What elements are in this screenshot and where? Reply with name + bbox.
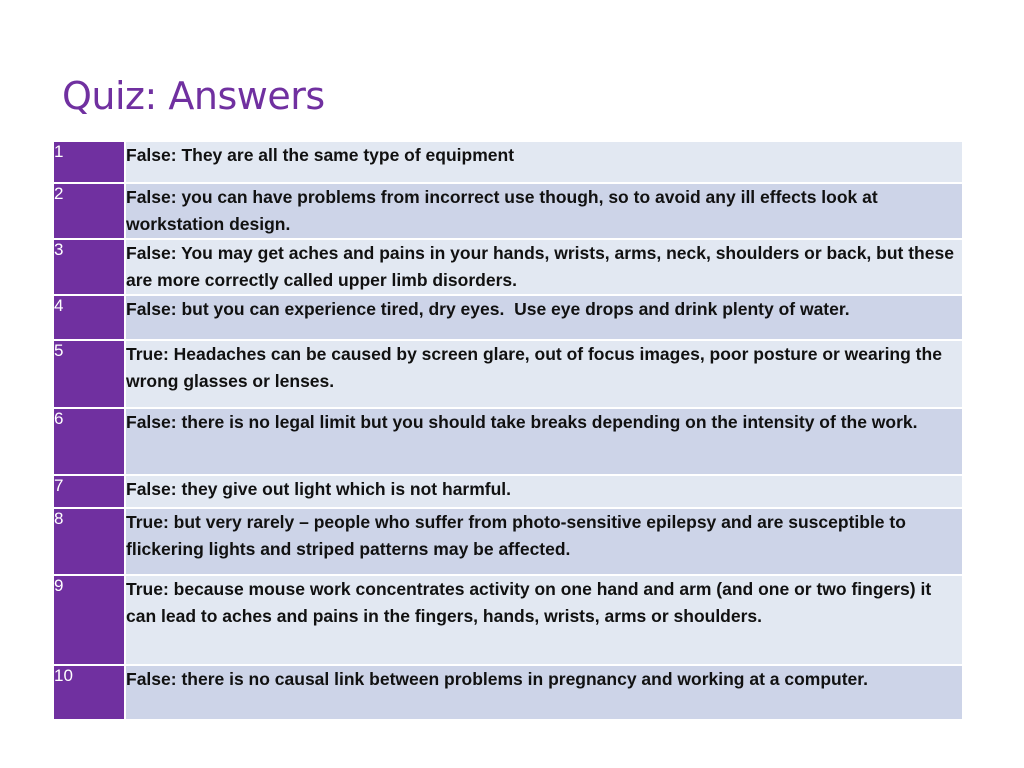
answer-row-10 [53,665,963,720]
answer-number: 9 [54,576,64,595]
answer-row-1 [53,141,963,183]
answer-row-3 [53,239,963,295]
answers-table [52,140,964,721]
answer-number-cell [53,295,125,340]
answer-number-cell [53,239,125,295]
answer-row-6 [53,408,963,475]
answer-row-2 [53,183,963,239]
answer-number: 8 [54,509,64,528]
answer-number-cell [53,665,125,720]
answer-row-4 [53,295,963,340]
answer-number: 3 [54,240,64,259]
answer-number-cell [53,508,125,575]
answer-number-cell [53,575,125,665]
answer-number-cell [53,408,125,475]
answer-text: True: but very rarely – people who suffer from photo-sensitive epilepsy and are susceptible to flickering lights and striped patterns may be affected. [125,508,963,575]
answer-number: 2 [54,184,64,203]
answer-text: False: there is no legal limit but you should take breaks depending on the intensity of the work. [125,408,963,475]
answer-text: False: They are all the same type of equipment [125,141,963,183]
answer-text: False: but you can experience tired, dry eyes. Use eye drops and drink plenty of water. [125,295,963,340]
answer-number: 7 [54,476,64,495]
answer-number: 10 [54,666,73,685]
answer-number-cell [53,183,125,239]
answer-text: True: because mouse work concentrates activity on one hand and arm (and one or two fingers) it can lead to aches and pains in the fingers, hands, wrists, arms or shoulders. [125,575,963,665]
answer-text: False: you can have problems from incorrect use though, so to avoid any ill effects look at workstation design. [125,183,963,239]
answer-text: False: You may get aches and pains in your hands, wrists, arms, neck, shoulders or back, but these are more correctly called upper limb disorders. [125,239,963,295]
answer-number-cell [53,141,125,183]
slide-title: Quiz: Answers [62,74,325,118]
answer-number-cell [53,340,125,408]
answer-number-cell [53,475,125,508]
answer-row-5 [53,340,963,408]
answer-number: 1 [54,142,64,161]
answer-number: 4 [54,296,64,315]
answer-number: 6 [54,409,64,428]
answer-text: False: they give out light which is not harmful. [125,475,963,508]
answer-row-7 [53,475,963,508]
answer-number: 5 [54,341,64,360]
answer-text: True: Headaches can be caused by screen glare, out of focus images, poor posture or wearing the wrong glasses or lenses. [125,340,963,408]
answer-row-8 [53,508,963,575]
answer-text: False: there is no causal link between problems in pregnancy and working at a computer. [125,665,963,720]
answer-row-9 [53,575,963,665]
